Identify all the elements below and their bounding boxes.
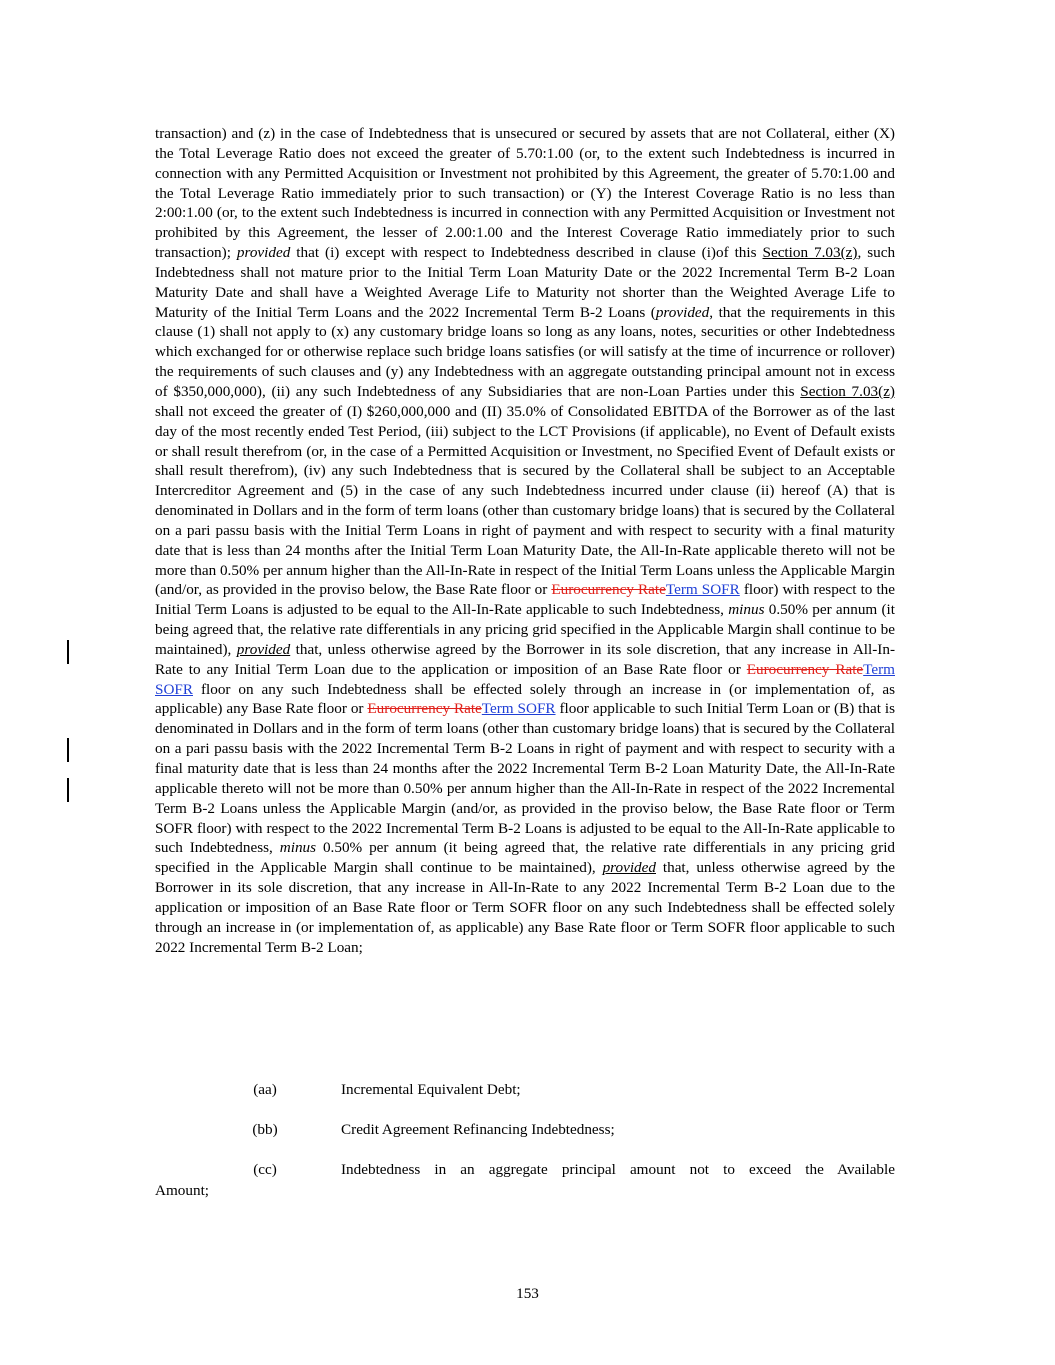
deleted-text: Eurocurrency Rate — [367, 700, 482, 718]
item-text: Credit Agreement Refinancing Indebtedness; — [341, 1121, 615, 1138]
provided-term: provided — [655, 303, 710, 321]
item-number: (cc) — [253, 1161, 277, 1178]
list-item — [235, 1160, 295, 1180]
list-item — [235, 1120, 895, 1140]
minus-term: minus — [279, 839, 317, 857]
inserted-text: Term SOFR — [481, 700, 556, 718]
item-number: (aa) — [253, 1081, 277, 1098]
list-item — [235, 1080, 895, 1100]
item-text: Indebtedness in an aggregate principal amount not to exceed the Available — [341, 1161, 895, 1178]
item-text: Incremental Equivalent Debt; — [341, 1081, 521, 1098]
inserted-text: Term SOFR — [665, 581, 740, 599]
section-reference: Section 7.03(z) — [800, 382, 895, 400]
deleted-text: Eurocurrency Rate — [746, 660, 864, 678]
provided-term: provided — [236, 244, 291, 262]
section-reference: Section 7.03(z) — [762, 244, 858, 262]
page-number: 153 — [516, 1285, 539, 1302]
minus-term: minus — [728, 601, 765, 619]
change-bar — [67, 640, 69, 664]
item-number: (bb) — [252, 1121, 278, 1138]
change-bar — [67, 738, 69, 762]
deleted-text: Eurocurrency Rate — [551, 581, 666, 599]
body-paragraph: transaction) and (z) in the case of Indebtedness that is unsecured or secured by assets that are not Collateral, either (X) the Total Leverage Ratio does not exceed the greater of 5.70:1.00 (or, to the extent such Indebtedness is incurred in connection with any Permitted Acquisition or Investment not prohibited by this Agreement, the greater of 5.70:1.00 and the Total Leverage Ratio immediately prior to such transaction) or (Y) the Interest Coverage Ratio is no less than 2:00:1.00 (or, to the extent such Indebtedness is incurred in connection with any Permitted Acquisition or Investment not prohibited by this Agreement, the lesser of 2.00:1.00 and the Interest Coverage Ratio immediately prior to such transaction); provided that (i) except with respect to Indebtedness described in clause (i)of this Section 7.03(z), such Indebtedness shall not mature prior to the Initial Term Loan Maturity Date or the 2022 Incremental Term B-2 Loan Maturity Date and shall have a Weighted Average Life to Maturity not shorter than the Weighted Average Life to Maturity of the Initial Term Loans and the 2022 Incremental Term B-2 Loans (provided, that the requirements in this clause (1) shall not apply to (x) any customary bridge loans so long as any loans, notes, securities or other Indebtedness which exchanged for or otherwise replace such bridge loans satisfies (or will satisfy at the time of incurrence or rollover) the requirements of such clauses and (y) any Indebtedness with an aggregate outstanding principal amount not in excess of $350,000,000), (ii) any such Indebtedness of any Subsidiaries that are non-Loan Parties under this Section 7.03(z) shall not exceed the greater of (I) $260,000,000 and (II) 35.0% of Consolidated EBITDA of the Borrower as of the last day of the most recently ended Test Period, (iii) subject to the LCT Provisions (if applicable), no Event of Default exists or shall result therefrom (or, in the case of a Permitted Acquisition or Investment, no Specified Event of Default exists or shall result therefrom), (iv) any such Indebtedness that is secured by the Collateral shall be subject to an Acceptable Intercreditor Agreement and (5) in the case of any such Indebtedness incurred under clause (ii) hereof (A) that is denominated in Dollars and in the form of term loans (other than customary bridge loans) that is secured by the Collateral on a pari passu basis with the Initial Term Loans in right of payment and with respect to security with a final maturity date that is less than 24 months after the Initial Term Loan Maturity Date, the All-In-Rate applicable thereto will not be more than 0.50% per annum higher than the All-In-Rate in respect of the Initial Term Loans unless the Applicable Margin (and/or, as provided in the proviso below, the Base Rate floor or Eurocurrency RateTerm SOFR floor) with respect to the Initial Term Loans is adjusted to be equal to the All-In-Rate applicable to such Indebtedness, minus 0.50% per annum (it being agreed that, the relative rate differentials in any pricing grid specified in the Applicable Margin shall continue to be maintained), provided that, unless otherwise agreed by the Borrower in its sole discretion, that any increase in All-In-Rate to any Initial Term Loan due to the application or imposition of an Base Rate floor or Eurocurrency RateTerm SOFR floor on any such Indebtedness shall be effected solely through an increase in (or implementation of, as applicable) any Base Rate floor or Eurocurrency RateTerm SOFR floor applicable to such Initial Term Loan or (B) that is denominated in Dollars and in the form of term loans (other than customary bridge loans) that is secured by the Collateral on a pari passu basis with the 2022 Incremental Term B-2 Loans in right of payment and with respect to security with a final maturity date that is less than 24 months after the 2022 Incremental Term B-2 Loan Maturity Date, the All-In-Rate applicable thereto will not be more than 0.50% per annum higher than the All-In-Rate in respect of the 2022 Incremental Term B-2 Loans unless the Applicable Margin (and/or, as provided in the proviso below, the Base Rate floor or Term SOFR floor) with respect to the 2022 Incremental Term B-2 Loans is adjusted to be equal to the All-In-Rate applicable to such Indebtedness, minus 0.50% per annum (it being agreed that, the relative rate differentials in any pricing grid specified in the Applicable Margin shall continue to be maintained), provided that, unless otherwise agreed by the Borrower in its sole discretion, that any increase in All-In-Rate to any 2022 Incremental Term B-2 Loan due to the application or imposition of an Base Rate floor or Term SOFR floor on any such Indebtedness shall be effected solely through an increase in (or implementation of, as applicable) any Base Rate floor or Term SOFR floor applicable to such 2022 Incremental Term B-2 Loan; — [155, 125, 896, 956]
change-bar — [67, 778, 69, 802]
inserted-text: Term SOFR — [155, 660, 895, 698]
provided-term: provided — [602, 859, 656, 877]
provided-term: provided — [236, 640, 291, 658]
item-continuation: Amount; — [155, 1182, 210, 1199]
